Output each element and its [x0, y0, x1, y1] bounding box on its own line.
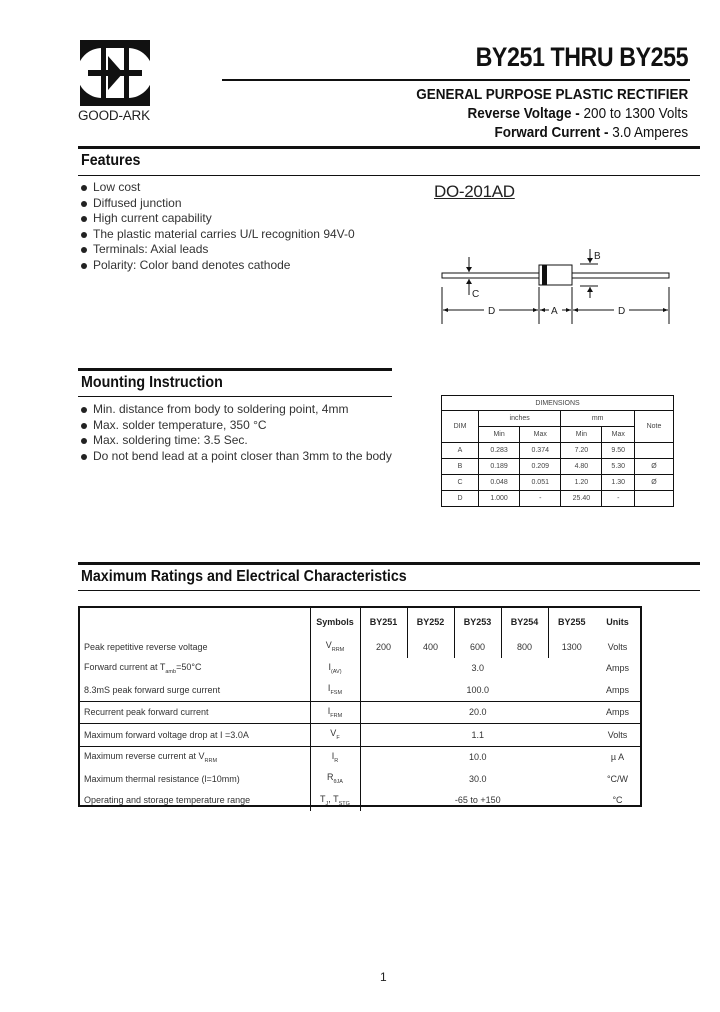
reverse-voltage-spec [468, 105, 688, 122]
table-row: C 0.048 0.051 1.20 1.30 Ø [442, 475, 674, 491]
list-item: Low cost [79, 180, 355, 196]
inches-header: inches [479, 411, 561, 427]
table-row: Forward current at $T_{amb}=50^\circ C$ $I_{(AV)}$ 3.0 Amps [80, 658, 640, 680]
features-bottom-rule [78, 175, 700, 176]
page-number: 1 [380, 970, 387, 984]
package-outline-diagram [438, 240, 674, 324]
dim-header: DIM [442, 411, 479, 443]
dim-label-d-left: D [488, 306, 496, 317]
forward-current-label: Forward Current - [494, 124, 609, 141]
table-row: Maximum forward voltage drop at I =3.0A $V_F$ 1.1 Volts [80, 724, 640, 747]
bullet-icon [81, 185, 87, 191]
bullet-icon [81, 216, 87, 222]
units-header: Units [606, 617, 629, 627]
package-name: DO-201AD [434, 182, 515, 201]
cathode-band [542, 265, 547, 285]
dim-label-d-right: D [618, 306, 626, 317]
good-ark-logo [80, 40, 150, 106]
dim-label-b: B [594, 251, 601, 262]
table-row: B 0.189 0.209 4.80 5.30 Ø [442, 459, 674, 475]
list-item: Terminals: Axial leads [79, 242, 355, 258]
ratings-top-rule [78, 562, 700, 565]
bullet-icon [81, 232, 87, 238]
reverse-voltage-label: Reverse Voltage - [467, 105, 580, 122]
logo-text: GOOD-ARK [78, 108, 150, 123]
bullet-icon [81, 438, 87, 444]
table-row: Peak repetitive reverse voltage $V_{RRM}$ 200 400 600 800 1300 Volts [80, 636, 640, 658]
table-row: Recurrent peak forward current $I_{FRM}$ 20.0 Amps [80, 701, 640, 724]
dim-label-c: C [472, 289, 480, 300]
table-row: 8.3mS peak forward surge current $I_{FSM}$ 100.0 Amps [80, 679, 640, 701]
title-divider [222, 79, 690, 81]
dimensions-table: DIMENSIONS DIM inches mm Note Min Max Min Max A 0.283 0.374 7.20 9.50 B 0.189 0.209 4.80 5.30 Ø C 0.048 0.051 1.20 1.30 Ø D 1.000 - 25.40 - [441, 395, 674, 507]
features-list [79, 180, 355, 274]
mm-header: mm [561, 411, 635, 427]
list-item: Max. solder temperature, 350 °C [79, 418, 392, 434]
ratings-table [78, 606, 642, 807]
model-header: BY254 [501, 608, 548, 636]
list-item: Max. soldering time: 3.5 Sec. [79, 433, 392, 449]
list-item: High current capability [79, 211, 355, 227]
features-heading: Features [81, 152, 141, 169]
mounting-bottom-rule [78, 396, 392, 397]
list-item: Diffused junction [79, 196, 355, 212]
list-item: The plastic material carries U/L recognition 94V-0 [79, 227, 355, 243]
mounting-top-rule [78, 368, 392, 371]
table-header-row [80, 608, 640, 636]
dim-label-a: A [551, 306, 558, 317]
mounting-list [79, 402, 392, 464]
bullet-icon [81, 423, 87, 429]
bullet-icon [81, 201, 87, 207]
table-row: D 1.000 - 25.40 - [442, 491, 674, 507]
forward-current-value: 3.0 Amperes [612, 124, 688, 141]
table-row: Operating and storage temperature range $T_J$, $T_{STG}$ -65 to +150 °C [80, 790, 640, 812]
bullet-icon [81, 454, 87, 460]
bullet-icon [81, 263, 87, 269]
table-row: A 0.283 0.374 7.20 9.50 [442, 443, 674, 459]
symbols-header: Symbols [310, 608, 360, 636]
model-header: BY255 [548, 608, 595, 636]
dimensions-title: DIMENSIONS [442, 396, 674, 411]
model-header: BY251 [360, 608, 407, 636]
table-row: Maximum reverse current at $V_{RRM}$ $I_R$ 10.0 µ A [80, 746, 640, 768]
reverse-voltage-value: 200 to 1300 Volts [583, 105, 688, 122]
table-row: Maximum thermal resistance (l=10mm) $R_{\theta JA}$ 30.0 °C/W [80, 768, 640, 790]
model-header: BY253 [454, 608, 501, 636]
ratings-bottom-rule [78, 590, 700, 591]
list-item: Do not bend lead at a point closer than 3mm to the body [79, 449, 392, 465]
document-title: BY251 THRU BY255 [475, 42, 688, 72]
mounting-heading: Mounting Instruction [81, 374, 223, 391]
model-header: BY252 [407, 608, 454, 636]
product-subtitle: GENERAL PURPOSE PLASTIC RECTIFIER [415, 86, 688, 103]
list-item: Polarity: Color band denotes cathode [79, 258, 355, 274]
features-top-rule [78, 146, 700, 149]
bullet-icon [81, 247, 87, 253]
diode-logo-icon [80, 40, 150, 106]
forward-current-spec [494, 124, 688, 141]
list-item: Min. distance from body to soldering point, 4mm [79, 402, 392, 418]
ratings-heading: Maximum Ratings and Electrical Characteristics [81, 568, 407, 585]
note-header: Note [635, 411, 674, 443]
bullet-icon [81, 407, 87, 413]
